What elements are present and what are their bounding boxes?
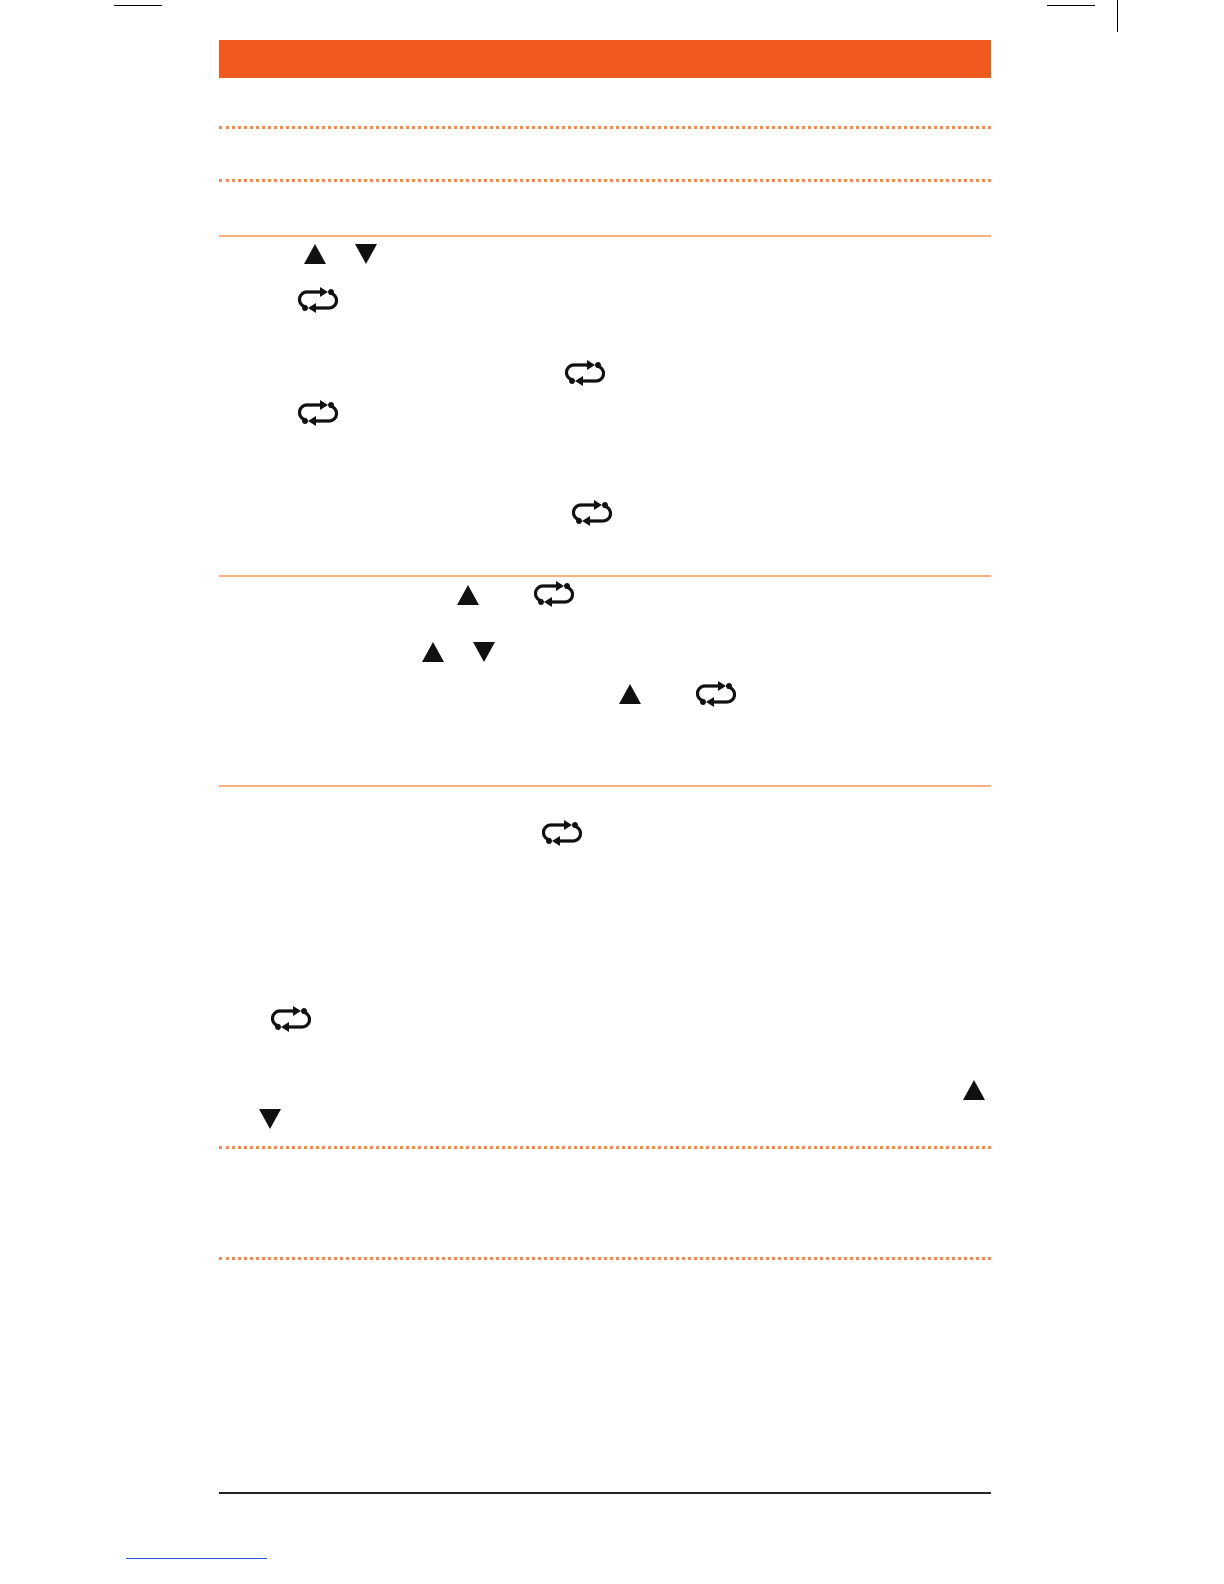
triangle-up-icon [457, 585, 479, 605]
footer-rule [219, 1492, 991, 1494]
crop-mark-top-left [114, 5, 162, 6]
triangle-up-icon [304, 244, 326, 264]
link-underline[interactable] [126, 1558, 267, 1559]
dotted-rule-4 [219, 1257, 991, 1260]
section-rule-1 [219, 235, 991, 237]
repeat-arrows-icon [696, 681, 736, 707]
repeat-arrows-icon [298, 400, 338, 426]
header-band [219, 40, 991, 78]
section-rule-3 [219, 785, 991, 787]
crop-mark-top-right [1047, 5, 1095, 6]
triangle-up-icon [422, 642, 444, 662]
repeat-arrows-icon [271, 1006, 311, 1032]
crop-mark-vertical-right [1117, 0, 1118, 32]
dotted-rule-2 [219, 179, 991, 182]
repeat-arrows-icon [298, 287, 338, 313]
section-rule-2 [219, 575, 991, 577]
dotted-rule-1 [219, 126, 991, 129]
triangle-down-icon [473, 642, 495, 662]
dotted-rule-3 [219, 1146, 991, 1149]
triangle-up-icon [963, 1080, 985, 1100]
triangle-up-icon [619, 684, 641, 704]
repeat-arrows-icon [542, 820, 582, 846]
repeat-arrows-icon [534, 581, 574, 607]
triangle-down-icon [259, 1109, 281, 1129]
triangle-down-icon [355, 244, 377, 264]
repeat-arrows-icon [572, 500, 612, 526]
repeat-arrows-icon [565, 360, 605, 386]
